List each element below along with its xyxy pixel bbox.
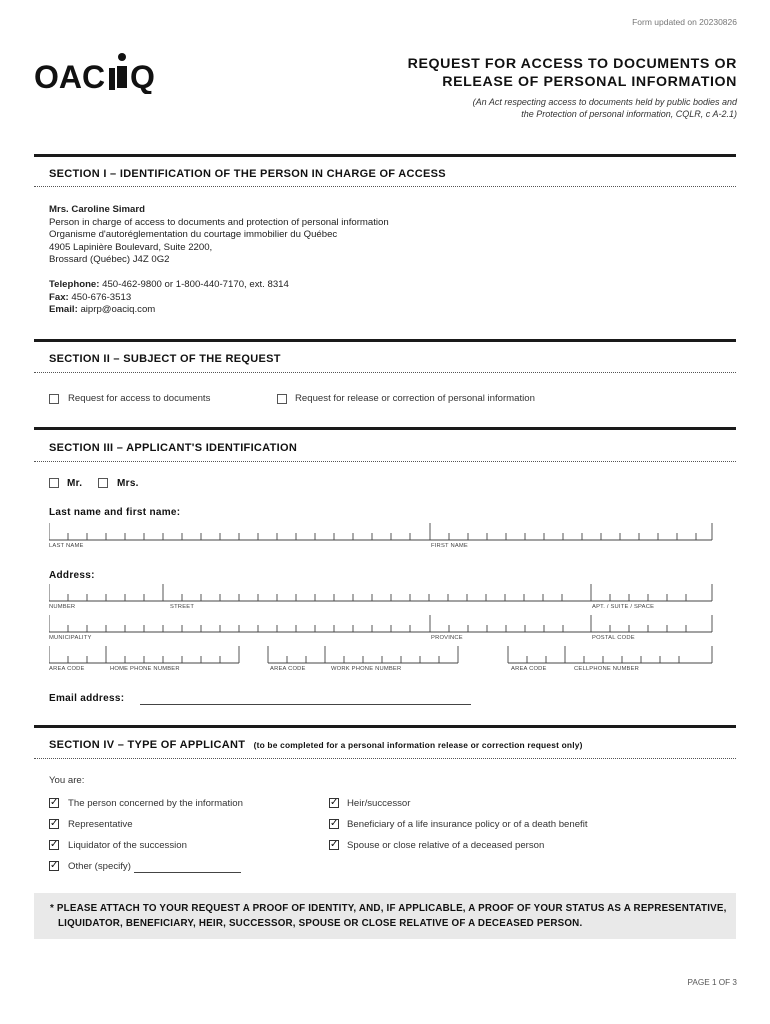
section4-title-text: SECTION IV – TYPE OF APPLICANT — [49, 739, 246, 751]
telephone-label: Telephone: — [49, 279, 100, 290]
work-phone-comb[interactable] — [325, 646, 458, 663]
first-name-comb[interactable] — [430, 523, 712, 540]
page-number: PAGE 1 OF 3 — [687, 978, 737, 987]
address-line1: 4905 Lapinière Boulevard, Suite 2200, — [49, 241, 213, 253]
section4-divider — [34, 725, 736, 728]
other-label: Other (specify) — [68, 861, 131, 872]
person-concerned-checkbox[interactable]: ✓ — [50, 797, 59, 808]
number-comb[interactable] — [49, 584, 163, 601]
section1-title: SECTION I – IDENTIFICATION OF THE PERSON IN CHARGE OF ACCESS — [49, 168, 446, 180]
fax-label: Fax: — [49, 291, 69, 303]
province-caption: PROVINCE — [431, 635, 463, 641]
last-name-comb[interactable] — [49, 523, 430, 540]
home-phone-comb[interactable] — [106, 646, 239, 663]
municipality-caption: MUNICIPALITY — [49, 635, 92, 641]
street-comb[interactable] — [163, 584, 591, 601]
first-name-caption: FIRST NAME — [431, 543, 468, 549]
last-name-caption: LAST NAME — [49, 543, 84, 549]
form-updated-date: Form updated on 20230826 — [632, 17, 737, 27]
beneficiary-label: Beneficiary of a life insurance policy or of a death benefit — [347, 819, 588, 830]
mrs-label: Mrs. — [117, 478, 139, 489]
form-subtitle-line1: (An Act respecting access to documents held by public bodies and — [472, 97, 737, 107]
person-role: Person in charge of access to documents and protection of personal information — [49, 216, 389, 228]
postal-code-caption: POSTAL CODE — [592, 635, 635, 641]
home-area-code-comb[interactable] — [49, 646, 106, 663]
spouse-label: Spouse or close relative of a deceased person — [347, 840, 545, 851]
street-caption: STREET — [170, 604, 195, 610]
section3-title: SECTION III – APPLICANT'S IDENTIFICATION — [49, 442, 298, 454]
cell-area-code-caption: AREA CODE — [511, 666, 547, 672]
form-title-line2: RELEASE OF PERSONAL INFORMATION — [442, 74, 737, 90]
you-are-label: You are: — [49, 775, 85, 786]
work-phone-caption: WORK PHONE NUMBER — [331, 666, 402, 672]
section4-note: (to be completed for a personal information release or correction request only) — [253, 740, 583, 750]
form-subtitle-line2: the Protection of personal information, CQLR, c A-2.1) — [521, 109, 737, 119]
heir-label: Heir/successor — [347, 798, 411, 809]
section4-title — [49, 739, 583, 751]
attachment-notice — [34, 893, 736, 939]
other-specify-input[interactable] — [134, 872, 241, 873]
apt-comb[interactable] — [591, 584, 712, 601]
svg-text:OAC: OAC — [34, 59, 106, 94]
province-comb[interactable] — [430, 615, 591, 632]
email-address-input[interactable] — [140, 704, 471, 705]
release-information-label: Request for release or correction of personal information — [295, 393, 535, 404]
cell-phone-caption: CELLPHONE NUMBER — [574, 666, 640, 672]
mr-label: Mr. — [67, 478, 83, 489]
telephone-value: 450-462-9800 or 1-800-440-7170, ext. 8314 — [102, 279, 289, 290]
cell-phone-comb[interactable] — [565, 646, 712, 663]
notice-line1: * PLEASE ATTACH TO YOUR REQUEST A PROOF OF IDENTITY, AND, IF APPLICABLE, A PROOF OF YOUR STATUS AS A REPRESENTATIVE, — [50, 903, 727, 914]
home-area-code-caption: AREA CODE — [49, 666, 85, 672]
number-caption: NUMBER — [49, 604, 76, 610]
other-checkbox[interactable]: ✓ — [50, 860, 59, 871]
liquidator-label: Liquidator of the succession — [68, 840, 187, 851]
email-label: Email: — [49, 304, 78, 315]
organisation-name: Organisme d'autoréglementation du courtage immobilier du Québec — [49, 229, 338, 240]
notice-line2: LIQUIDATOR, BENEFICIARY, HEIR, SUCCESSOR, SPOUSE OR CLOSE RELATIVE OF A DECEASED PERSON. — [58, 918, 583, 929]
apt-caption: APT. / SUITE / SPACE — [592, 604, 655, 610]
work-area-code-comb[interactable] — [268, 646, 325, 663]
section2-title: SECTION II – SUBJECT OF THE REQUEST — [49, 353, 281, 365]
person-concerned-label: The person concerned by the information — [68, 798, 243, 809]
address-field-label: Address: — [49, 570, 95, 581]
municipality-comb[interactable] — [49, 615, 430, 632]
access-documents-label: Request for access to documents — [68, 393, 211, 404]
home-phone-caption: HOME PHONE NUMBER — [110, 666, 180, 672]
heir-checkbox[interactable]: ✓ — [330, 797, 339, 808]
person-name: Mrs. Caroline Simard — [49, 204, 145, 215]
email-address-label: Email address: — [49, 693, 125, 704]
representative-checkbox[interactable]: ✓ — [50, 818, 59, 829]
svg-text:Q: Q — [130, 59, 155, 94]
postal-code-comb[interactable] — [591, 615, 712, 632]
form-title-line1: REQUEST FOR ACCESS TO DOCUMENTS OR — [407, 56, 737, 72]
cell-area-code-comb[interactable] — [508, 646, 565, 663]
comb-input-fields — [49, 0, 729, 700]
work-area-code-caption: AREA CODE — [270, 666, 306, 672]
representative-label: Representative — [68, 819, 133, 830]
name-field-label: Last name and first name: — [49, 507, 181, 518]
liquidator-checkbox[interactable]: ✓ — [50, 839, 59, 850]
address-line2: Brossard (Québec) J4Z 0G2 — [49, 254, 170, 265]
email-value: aiprp@oaciq.com — [80, 304, 156, 315]
section4-dotted-rule — [34, 758, 736, 759]
beneficiary-checkbox[interactable]: ✓ — [330, 818, 339, 829]
spouse-checkbox[interactable]: ✓ — [330, 839, 339, 850]
fax-value: 450-676-3513 — [71, 291, 132, 303]
